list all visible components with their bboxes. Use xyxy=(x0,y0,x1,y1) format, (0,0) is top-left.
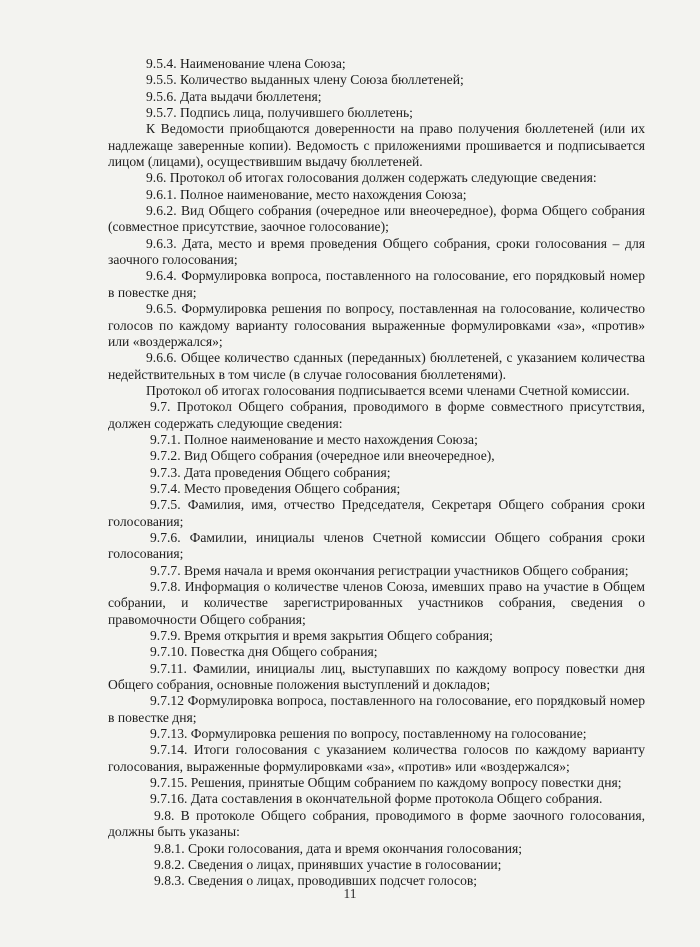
clause-9-8-2: 9.8.2. Сведения о лицах, принявших участие в голосовании; xyxy=(154,856,502,872)
page-number: 11 xyxy=(343,886,357,901)
clause-9-6-5: 9.6.5. Формулировка решения по вопросу, поставленная на голосование, количество голосов по каждому варианту голосования выраженные формулировками «за», «против» или «воздержался»; xyxy=(108,301,645,349)
clause-9-7-15: 9.7.15. Решения, принятые Общим собранием по каждому вопросу повестки дня; xyxy=(150,775,622,791)
clause-9-7-7: 9.7.7. Время начала и время окончания регистрации участников Общего собрания; xyxy=(150,562,629,578)
clause-9-7-4: 9.7.4. Место проведения Общего собрания; xyxy=(150,480,401,496)
clause-9-6-2: 9.6.2. Вид Общего собрания (очередное или внеочередное), форма Общего собрания (совместное присутствие, заочное голосование); xyxy=(108,203,645,235)
clause-9-5-4: 9.5.4. Наименование члена Союза; xyxy=(146,56,346,71)
clause-9-7-3: 9.7.3. Дата проведения Общего собрания; xyxy=(150,464,391,480)
clause-9-7-6: 9.7.6. Фамилии, инициалы членов Счетной комиссии Общего собрания сроки голосования; xyxy=(108,529,645,562)
clause-9-7-2: 9.7.2. Вид Общего собрания (очередное или внеочередное), xyxy=(150,448,495,464)
clause-9-7-1: 9.7.1. Полное наименование и место нахождения Союза; xyxy=(150,431,478,447)
clause-9-8-3: 9.8.3. Сведения о лицах, проводивших подсчет голосов; xyxy=(154,873,478,889)
clause-9-6-3: 9.6.3. Дата, место и время проведения Общего собрания, сроки голосования – для заочного голосования; xyxy=(108,235,645,268)
paragraph-protocol-signed: Протокол об итогах голосования подписывается всеми членами Счетной комиссии. xyxy=(146,382,630,398)
clause-9-6-4: 9.6.4. Формулировка вопроса, поставленного на голосование, его порядковый номер в повестке дня; xyxy=(108,268,645,300)
clause-9-7-5: 9.7.5. Фамилия, имя, отчество Председателя, Секретаря Общего собрания сроки голосования; xyxy=(108,497,645,529)
clause-9-7-8: 9.7.8. Информация о количестве членов Союза, имевших право на участие в Общем собрании, и количестве зарегистрированных участников собрания, сведения о правомочности Общего собрания; xyxy=(108,579,645,627)
paragraph-attachments: К Ведомости приобщаются доверенности на право получения бюллетеней (или их надлежаще заверенные копии). Ведомость с приложениями прошивается и подписывается лицом (лицами), осуществившим выдачу бюллетеней. xyxy=(108,121,645,170)
clause-9-7: 9.7. Протокол Общего собрания, проводимого в форме совместного присутствия, должен содержать следующие сведения: xyxy=(108,399,645,431)
clause-9-7-11: 9.7.11. Фамилии, инициалы лиц, выступавших по каждому вопросу повестки дня Общего собрания, основные положения выступлений и докладов; xyxy=(108,660,645,693)
clause-9-8: 9.8. В протоколе Общего собрания, проводимого в форме заочного голосования, должны быть указаны: xyxy=(108,807,645,840)
clause-9-7-14: 9.7.14. Итоги голосования с указанием количества голосов по каждому варианту голосования, выраженные формулировками «за», «против» или «воздержался»; xyxy=(108,742,645,774)
document-body xyxy=(108,56,645,890)
clause-9-8-1: 9.8.1. Сроки голосования, дата и время окончания голосования; xyxy=(154,840,523,856)
clause-9-6-6: 9.6.6. Общее количество сданных (переданных) бюллетеней, с указанием количества недействительных в том числе (в случае голосования бюллетенями). xyxy=(108,350,645,382)
clause-9-5-7: 9.5.7. Подпись лица, получившего бюллетень; xyxy=(146,105,413,121)
clause-9-7-10: 9.7.10. Повестка дня Общего собрания; xyxy=(150,644,378,660)
clause-9-5-5: 9.5.5. Количество выданных члену Союза бюллетеней; xyxy=(146,72,464,88)
clause-9-6-1: 9.6.1. Полное наименование, место нахождения Союза; xyxy=(146,186,467,202)
clause-9-5-6: 9.5.6. Дата выдачи бюллетеня; xyxy=(146,88,322,104)
clause-9-6: 9.6. Протокол об итогах голосования должен содержать следующие сведения: xyxy=(146,170,597,186)
clause-9-7-16: 9.7.16. Дата составления в окончательной форме протокола Общего собрания. xyxy=(150,791,603,807)
clause-9-7-9: 9.7.9. Время открытия и время закрытия Общего собрания; xyxy=(150,628,493,644)
clause-9-7-12: 9.7.12 Формулировка вопроса, поставленного на голосование, его порядковый номер в повестке дня; xyxy=(108,693,645,725)
clause-9-7-13: 9.7.13. Формулировка решения по вопросу, поставленному на голосование; xyxy=(150,726,587,742)
